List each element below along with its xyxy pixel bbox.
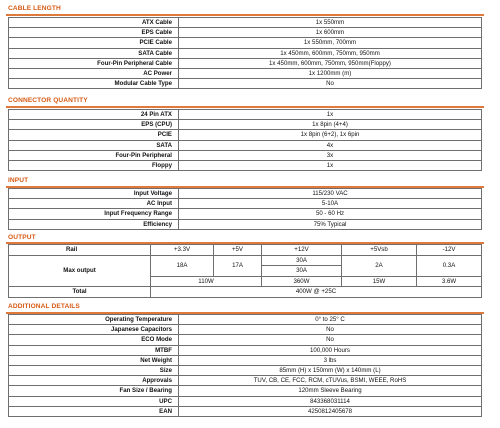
rail-12v: +12V	[262, 245, 342, 256]
spec-label: Net Weight	[9, 355, 179, 365]
spec-value: 115/230 VAC	[179, 189, 482, 199]
section-title-additional-details: ADDITIONAL DETAILS	[8, 303, 80, 310]
spec-value: No	[179, 325, 482, 335]
spec-label: EPS Cable	[9, 28, 179, 38]
spec-row	[9, 150, 482, 160]
spec-row	[9, 18, 482, 28]
spec-value: 3x	[179, 150, 482, 160]
spec-value: 0° to 25° C	[179, 315, 482, 325]
spec-label: Size	[9, 366, 179, 376]
spec-value: 4x	[179, 140, 482, 150]
total-label: Total	[9, 287, 151, 298]
amps-12v-a: 30A	[262, 255, 342, 266]
spec-row	[9, 345, 482, 355]
output-amps-row	[9, 255, 482, 266]
spec-row	[9, 335, 482, 345]
section-title-input: INPUT	[8, 177, 29, 184]
spec-row	[9, 140, 482, 150]
spec-label: Four-Pin Peripheral Cable	[9, 58, 179, 68]
spec-row	[9, 189, 482, 199]
spec-value: 3 lbs	[179, 355, 482, 365]
spec-row	[9, 48, 482, 58]
rail-5vsb: +5Vsb	[342, 245, 417, 256]
spec-label: Fan Size / Bearing	[9, 386, 179, 396]
spec-value: 50 - 60 Hz	[179, 209, 482, 219]
amps-5v: 17A	[214, 255, 262, 276]
spec-row	[9, 376, 482, 386]
spec-row	[9, 38, 482, 48]
total-value: 400W @ +25C	[151, 287, 482, 298]
spec-value: 1x 450mm, 600mm, 750mm, 950mm	[179, 48, 482, 58]
spec-value: 120mm Sleeve Bearing	[179, 386, 482, 396]
input-table	[8, 188, 482, 230]
spec-value: 1x 550mm	[179, 18, 482, 28]
spec-value: No	[179, 335, 482, 345]
spec-label: 24 Pin ATX	[9, 110, 179, 120]
spec-row	[9, 28, 482, 38]
amps-12v-b: 30A	[262, 266, 342, 277]
spec-value: 5-10A	[179, 199, 482, 209]
amps-5vsb: 2A	[342, 255, 417, 276]
watts-neg12v: 3.6W	[417, 276, 482, 287]
spec-row	[9, 69, 482, 79]
spec-label: Approvals	[9, 376, 179, 386]
spec-label: Four-Pin Peripheral	[9, 150, 179, 160]
spec-value: 75% Typical	[179, 219, 482, 229]
spec-value: 100,000 Hours	[179, 345, 482, 355]
spec-label: Input Frequency Range	[9, 209, 179, 219]
spec-row	[9, 209, 482, 219]
spec-value: 1x 1200mm (m)	[179, 69, 482, 79]
spec-label: UPC	[9, 396, 179, 406]
spec-label: SATA Cable	[9, 48, 179, 58]
output-rail-row	[9, 245, 482, 256]
spec-value: No	[179, 79, 482, 89]
spec-row	[9, 406, 482, 416]
spec-label: MTBF	[9, 345, 179, 355]
spec-label: PCIE Cable	[9, 38, 179, 48]
spec-row	[9, 161, 482, 171]
spec-value: 1x 8pin (4+4)	[179, 120, 482, 130]
output-table	[8, 244, 482, 298]
rail-5v: +5V	[214, 245, 262, 256]
spec-value: 1x 550mm, 700mm	[179, 38, 482, 48]
spec-row	[9, 366, 482, 376]
spec-label: EPS (CPU)	[9, 120, 179, 130]
spec-value: 85mm (H) x 150mm (W) x 140mm (L)	[179, 366, 482, 376]
spec-value: 1x 450mm, 600mm, 750mm, 950mm(Floppy)	[179, 58, 482, 68]
spec-value: 1x	[179, 110, 482, 120]
spec-label: Floppy	[9, 161, 179, 171]
spec-label: SATA	[9, 140, 179, 150]
section-title-cable-length: CABLE LENGTH	[8, 5, 61, 12]
spec-row	[9, 120, 482, 130]
spec-row	[9, 355, 482, 365]
spec-value: 843368031114	[179, 396, 482, 406]
spec-value: 4250812405678	[179, 406, 482, 416]
spec-row	[9, 130, 482, 140]
spec-row	[9, 396, 482, 406]
spec-label: Operating Temperature	[9, 315, 179, 325]
amps-3v3: 18A	[151, 255, 214, 276]
spec-row	[9, 199, 482, 209]
output-total-row	[9, 287, 482, 298]
additional-details-table	[8, 314, 482, 417]
spec-value: 1x	[179, 161, 482, 171]
spec-label: PCIE	[9, 130, 179, 140]
spec-row	[9, 219, 482, 229]
max-output-label: Max output	[9, 255, 151, 287]
rail-label: Rail	[9, 245, 151, 256]
amps-neg12v: 0.3A	[417, 255, 482, 276]
spec-label: Japanese Capacitors	[9, 325, 179, 335]
watts-5vsb: 15W	[342, 276, 417, 287]
spec-row	[9, 58, 482, 68]
spec-label: Efficiency	[9, 219, 179, 229]
spec-label: AC Input	[9, 199, 179, 209]
spec-label: ATX Cable	[9, 18, 179, 28]
spec-row	[9, 79, 482, 89]
spec-label: Modular Cable Type	[9, 79, 179, 89]
spec-row	[9, 315, 482, 325]
section-title-connector-quantity: CONNECTOR QUANTITY	[8, 97, 88, 104]
spec-value: 1x 8pin (6+2), 1x 6pin	[179, 130, 482, 140]
cable-length-table	[8, 17, 482, 89]
spec-label: EAN	[9, 406, 179, 416]
rail-neg12v: -12V	[417, 245, 482, 256]
watts-12v: 360W	[262, 276, 342, 287]
spec-value: TUV, CB, CE, FCC, RCM, cTUVus, BSMI, WEEE, RoHS	[179, 376, 482, 386]
spec-value: 1x 600mm	[179, 28, 482, 38]
spec-label: AC Power	[9, 69, 179, 79]
section-rule	[6, 14, 484, 16]
spec-label: ECO Mode	[9, 335, 179, 345]
watts-3v3-5v: 110W	[151, 276, 262, 287]
spec-row	[9, 325, 482, 335]
spec-row	[9, 110, 482, 120]
rail-3v3: +3.3V	[151, 245, 214, 256]
connector-quantity-table	[8, 109, 482, 171]
section-rule	[6, 106, 484, 108]
spec-label: Input Voltage	[9, 189, 179, 199]
spec-row	[9, 386, 482, 396]
section-title-output: OUTPUT	[8, 234, 36, 241]
